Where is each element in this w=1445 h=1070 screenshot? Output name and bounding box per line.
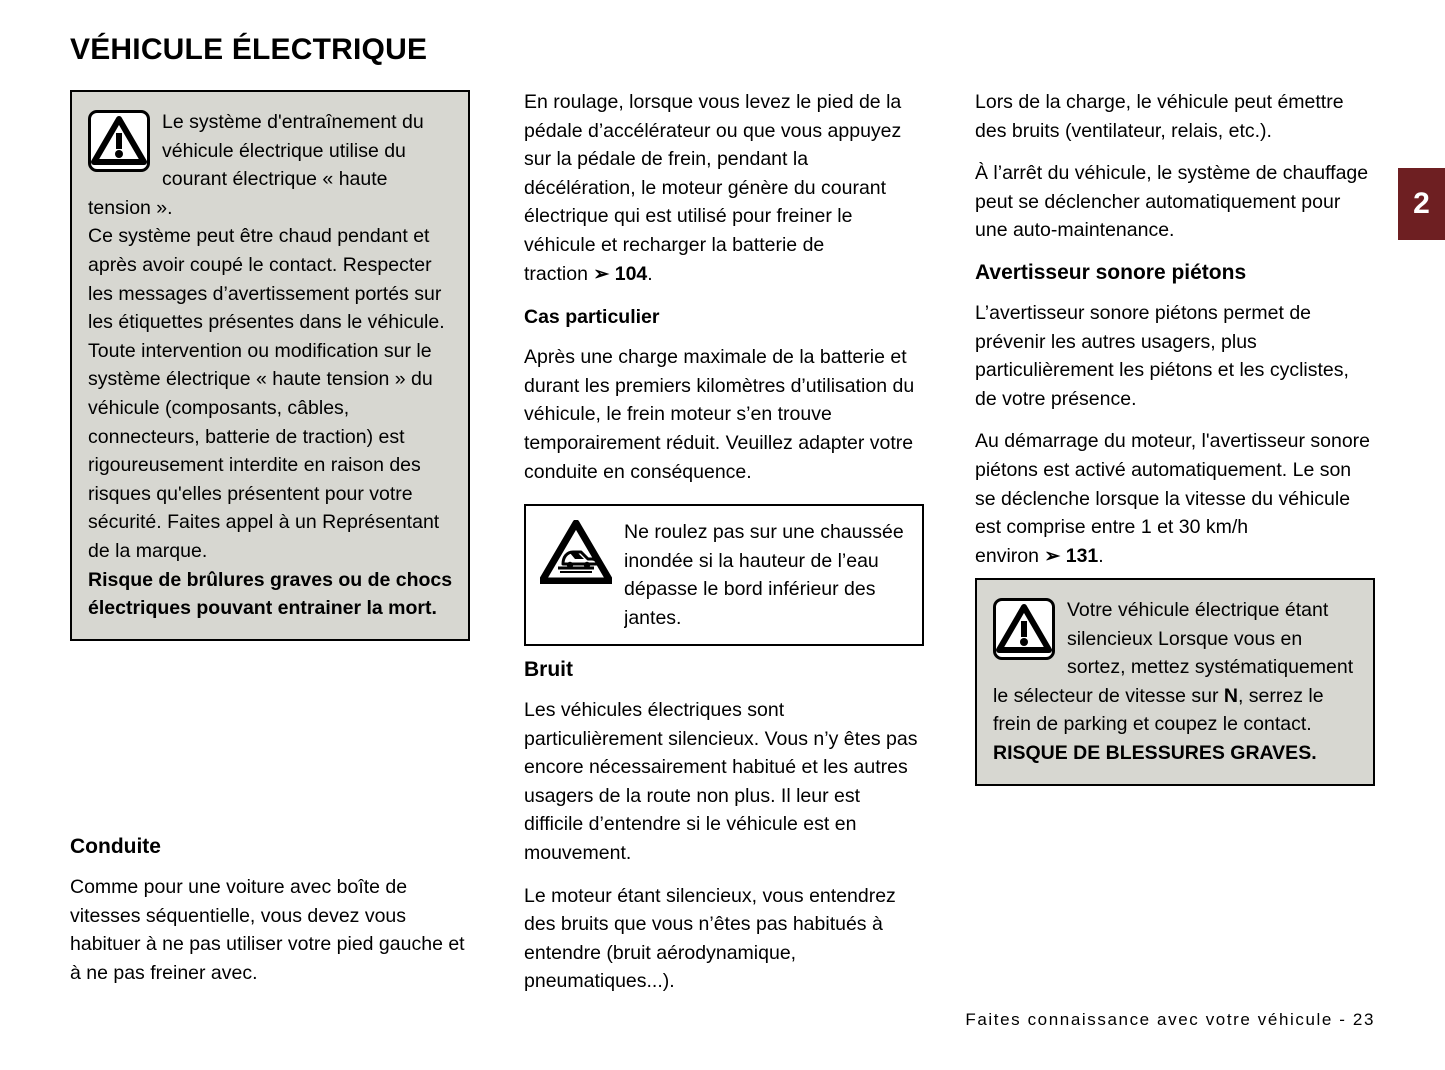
arrow-right-icon: ➢ bbox=[1044, 545, 1061, 567]
warning-box-flooded-road bbox=[524, 504, 924, 646]
bruit-paragraph-2: Le moteur étant silencieux, vous entendrez des bruits que vous n’êtes pas habitués à entendre (bruit aérodynamique, pneumatiques...). bbox=[524, 884, 896, 993]
warning-paragraph: Toute intervention ou modification sur le système électrique « haute tension » du véhicule (composants, câbles, connecteurs, batterie de traction) est rigoureusement interdite en raison des risques qu'elles présentent pour votre sécurité. Faites appel à un Représentant de la marque. bbox=[88, 339, 440, 562]
cas-particulier-body: Après une charge maximale de la batterie et durant les premiers kilomètres d’utilisation du véhicule, le frein moteur s’en trouve temporairement réduit. Veuillez adapter votre conduite en conséquence. bbox=[524, 346, 915, 483]
page-footer: Faites connaissance avec votre véhicule - 23 bbox=[965, 1010, 1375, 1029]
page-title: VÉHICULE ÉLECTRIQUE bbox=[70, 33, 428, 66]
warning-triangle-icon bbox=[88, 110, 150, 172]
avertisseur-text: Au démarrage du moteur, l'avertisseur sonore piétons est activé automatiquement. Le son se déclenche lorsque la vitesse du véhicule est comprise entre 1 et 30 km/h environ bbox=[975, 430, 1371, 567]
warning-paragraph: Le système d'entraînement du véhicule électrique utilise du courant électrique « haute tension ». bbox=[88, 111, 424, 219]
silent-vehicle-text-2: , serrez le frein de parking et coupez le contact. bbox=[993, 684, 1324, 736]
section-tab-number: 2 bbox=[1398, 168, 1445, 240]
conduite-body: Comme pour une voiture avec boîte de vitesses séquentielle, vous devez vous habituer à ne pas utiliser votre pied gauche et à ne pas freiner avec. bbox=[70, 876, 465, 984]
column1-conduite-section bbox=[70, 825, 470, 987]
warning-bold-statement: Risque de brûlures graves ou de chocs électriques pouvant entrainer la mort. bbox=[88, 568, 453, 620]
page-reference-number: 104 bbox=[614, 262, 648, 285]
avertisseur-paragraph-1: L’avertisseur sonore piétons permet de prévenir les autres usagers, plus particulièrement les piétons et les cyclistes, de votre présence. bbox=[975, 301, 1349, 410]
regen-braking-paragraph bbox=[524, 88, 924, 289]
heating-paragraph: À l’arrêt du véhicule, le système de chauffage peut se déclencher automatiquement pour une auto-maintenance. bbox=[975, 162, 1369, 242]
regen-braking-text: En roulage, lorsque vous levez le pied de la pédale d’accélérateur ou que vous appuyez sur la pédale de frein, pendant la décélération, le moteur génère du courant électrique qui est utilisé pour freiner le véhicule et recharger la batterie de traction bbox=[524, 91, 902, 285]
column2-upper bbox=[524, 88, 924, 529]
warning-box-silent-vehicle bbox=[975, 578, 1375, 786]
avertisseur-period: . bbox=[1098, 544, 1104, 567]
heading-avertisseur-sonore: Avertisseur sonore piétons bbox=[975, 260, 1247, 284]
warning-paragraph: Ce système peut être chaud pendant et après avoir coupé le contact. Respecter les messages d’avertissement portés sur les étiquettes présentes dans le véhicule. bbox=[88, 225, 445, 334]
flood-warning-text: Ne roulez pas sur une chaussée inondée si la hauteur de l’eau dépasse le bord inférieur des jantes. bbox=[624, 521, 904, 629]
warning-box-high-voltage bbox=[70, 90, 470, 641]
regen-braking-period: . bbox=[647, 262, 653, 285]
page-reference-number: 131 bbox=[1065, 544, 1099, 567]
arrow-right-icon: ➢ bbox=[593, 263, 610, 285]
column2-flood-box bbox=[524, 504, 924, 646]
silent-vehicle-bold-warning: RISQUE DE BLESSURES GRAVES. bbox=[993, 741, 1317, 764]
page-reference bbox=[593, 263, 647, 285]
heading-conduite: Conduite bbox=[70, 835, 161, 858]
warning-triangle-icon bbox=[993, 598, 1055, 660]
page-reference bbox=[1044, 545, 1098, 567]
column2-bruit-section bbox=[524, 648, 924, 996]
flood-warning-triangle-icon bbox=[540, 520, 612, 584]
column3-upper bbox=[975, 88, 1375, 571]
bruit-paragraph-1: Les véhicules électriques sont particulièrement silencieux. Vous n’y êtes pas encore nécessairement habitué et les autres usagers de la route non plus. Il leur est difficile d’entendre si le véhicule est en mouvement. bbox=[524, 699, 918, 864]
charge-noise-paragraph: Lors de la charge, le véhicule peut émettre des bruits (ventilateur, relais, etc.). bbox=[975, 91, 1344, 142]
column1-warning-box bbox=[70, 90, 470, 641]
silent-vehicle-text-1: Votre véhicule électrique étant silencieux Lorsque vous en sortez, mettez systématiquement le sélecteur de vitesse sur bbox=[993, 599, 1354, 707]
heading-bruit: Bruit bbox=[524, 658, 573, 681]
column3-warning-box bbox=[975, 578, 1375, 786]
avertisseur-paragraph-2 bbox=[975, 427, 1375, 571]
gear-selector-letter: N bbox=[1223, 684, 1238, 707]
subheading-cas-particulier: Cas particulier bbox=[524, 306, 660, 329]
